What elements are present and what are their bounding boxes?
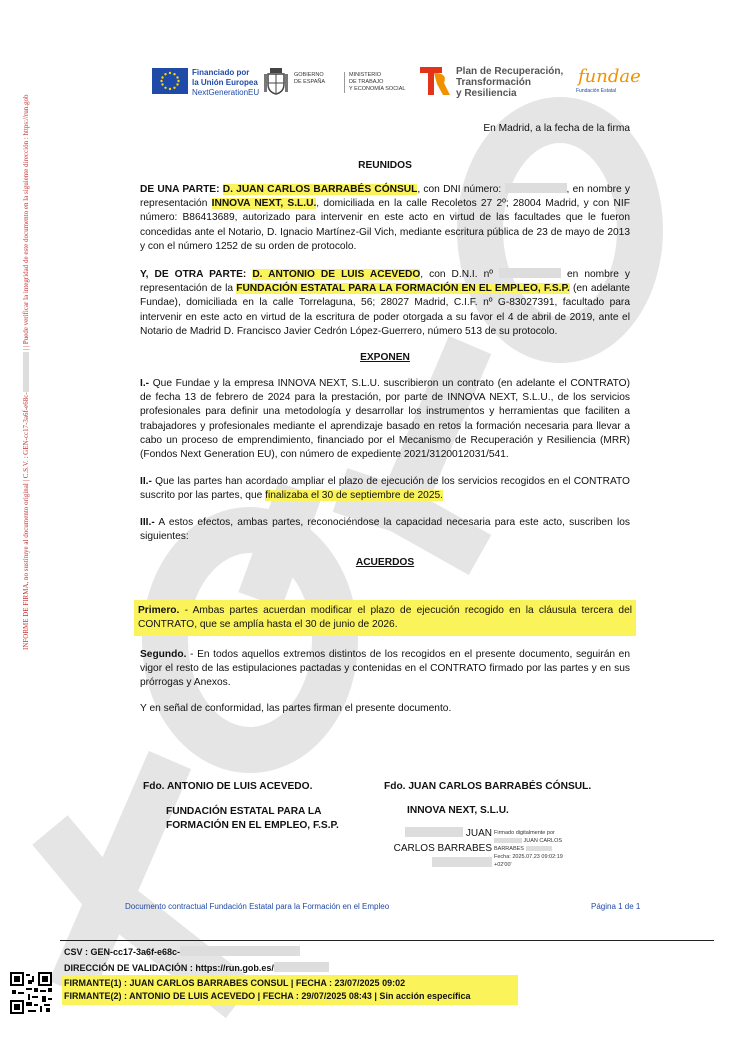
gob-line-2: DE ESPAÑA xyxy=(294,79,326,85)
p1-company: INNOVA NEXT, S.L.U. xyxy=(211,198,317,210)
party-one-paragraph xyxy=(140,183,630,254)
fundae-logo-lettering: fundae xyxy=(578,66,641,87)
eu-funding-text xyxy=(192,68,259,98)
e3-text: A estos efectos, ambas partes, reconociéndose la capacidad necesaria para este acto, suscriben los siguientes: xyxy=(140,517,630,543)
expone-two xyxy=(140,475,630,503)
heading-acuerdos: ACUERDOS xyxy=(355,557,415,568)
signer-2: FIRMANTE(2) : ANTONIO DE LUIS ACEVEDO | FECHA : 29/07/2025 08:43 | Sin acción específica xyxy=(64,991,471,1001)
signer-1: FIRMANTE(1) : JUAN CARLOS BARRABES CONSUL | FECHA : 23/07/2025 09:02 xyxy=(64,978,406,988)
heading-exponen: EXPONEN xyxy=(360,352,410,363)
p1-text-a: , con DNI número: xyxy=(417,184,502,195)
expone-one xyxy=(140,377,630,462)
sig-left-org-1: FUNDACIÓN ESTATAL PARA LA xyxy=(166,806,322,817)
validation-url[interactable]: DIRECCIÓN DE VALIDACIÓN : https://run.gob.es/ xyxy=(64,963,274,973)
gob-line-1: GOBIERNO xyxy=(294,72,324,78)
stamp-d4: Fecha: 2025.07.23 09:02:19 xyxy=(494,854,563,860)
footer-page-number: Página 1 de 1 xyxy=(591,902,641,911)
spain-coat-of-arms-icon xyxy=(264,66,288,96)
stamp-d2: JUAN CARLOS xyxy=(523,838,563,844)
prtr-text xyxy=(456,66,563,99)
e1-text: Que Fundae y la empresa INNOVA NEXT, S.L.U. suscribieron un contrato (en adelante el CONTRATO) de fecha 13 de febrero de 2024 para la prestación, por parte de INNOVA NEXT, S.L.U., de los servicios profesionales para definir una metodología y desarrollar los instrumentos y herramientas que faciliten a trabajadores y profesionales mediante el aprendizaje basado en retos la formación necesaria para llevar a cabo un proceso de emprendimiento, financiado por el Mecanismo de Recuperación y Resiliencia (MRR) (Fondos Next Generation EU), con número de expediente 2021/3120012031/541. xyxy=(140,378,630,461)
redaction xyxy=(432,857,492,867)
redaction xyxy=(499,268,561,278)
eu-line-2: la Unión Europea xyxy=(192,78,258,87)
e3-label: III.- xyxy=(140,517,155,528)
p2-text-b: en nombre y representación de la xyxy=(140,269,630,295)
p2-text-a: , con D.N.I. nº xyxy=(420,269,493,280)
header-logos xyxy=(152,62,641,102)
p2-text-c: (en adelante Fundae), domiciliada en la calle Torrelaguna, 56; 28027 Madrid, C.I.F. nº G-83027391, facultado para intervenir en este acto en virtud de la escritura de poder otorgada a su favor el 4 de abril de 2019, ante el Notario de Madrid D. Francisco Javier Cedrón López-Guerrero, número 513 de su protocolo. xyxy=(140,283,630,337)
stamp-d3: BARRABES xyxy=(494,846,524,852)
place-date: En Madrid, a la fecha de la firma xyxy=(483,123,630,134)
redaction xyxy=(405,827,463,837)
stamp-d5: +02'00' xyxy=(494,862,512,868)
p2-label: Y, DE OTRA PARTE: xyxy=(140,269,247,280)
ministry-text xyxy=(344,72,405,93)
side-text-4: | xyxy=(22,349,30,351)
redaction xyxy=(494,838,522,843)
stamp-d1: Firmado digitalmente por xyxy=(494,830,555,836)
redaction xyxy=(23,352,29,392)
a2-label: Segundo. xyxy=(140,649,187,660)
redaction xyxy=(526,846,552,851)
prtr-logo-icon xyxy=(418,64,452,98)
e1-label: I.- xyxy=(140,378,150,389)
side-text-1: INFORME DE FIRMA, no sustituye al documento original xyxy=(22,483,30,650)
side-verification-text xyxy=(22,60,30,650)
footer-document-title: Documento contractual Fundación Estatal para la Formación en el Empleo xyxy=(125,902,390,911)
sig-left-org xyxy=(166,805,339,833)
digital-signature-details xyxy=(494,829,563,869)
a1-label: Primero. xyxy=(138,605,180,616)
qr-code-icon xyxy=(10,972,52,1014)
acuerdo-one xyxy=(134,600,636,636)
party-two-paragraph xyxy=(140,268,630,339)
min-line-1: MINISTERIO xyxy=(349,72,382,78)
eu-line-1: Financiado por xyxy=(192,68,250,77)
sig-right-org: INNOVA NEXT, S.L.U. xyxy=(407,805,509,816)
redaction xyxy=(505,183,567,193)
e2-label: II.- xyxy=(140,476,152,487)
min-line-3: Y ECONOMÍA SOCIAL xyxy=(349,86,406,92)
p1-text-b: , en nombre y representación xyxy=(140,184,631,210)
fundae-text: Fundación Estatal xyxy=(576,88,617,94)
e2-highlight: finalizaba el 30 de septiembre de 2025. xyxy=(265,490,443,502)
p1-text-c: , domiciliada en la calle Recoletos 27 2º; 28004 Madrid, y con NIF número: B86413689, autorizado para intervenir en este acto en virtud de las facultades que le fueron concedidas ante el Notario, D. Ignacio Martínez-Gil Vich, mediante escritura pública de 23 de mayo de 2013 y con el número 1252 de su orden de protocolo. xyxy=(140,198,630,252)
p1-name: D. JUAN CARLOS BARRABÉS CÓNSUL xyxy=(222,184,418,195)
csv-line xyxy=(64,946,300,957)
p1-label: DE UNA PARTE: xyxy=(140,184,220,195)
sig-left-org-2: FORMACIÓN EN EL EMPLEO, F.S.P. xyxy=(166,820,339,831)
prtr-line-1: Plan de Recuperación, xyxy=(456,66,564,77)
digital-signature-name xyxy=(392,826,492,871)
heading-reunidos: REUNIDOS xyxy=(358,160,412,171)
divider xyxy=(60,940,714,941)
prtr-line-3: y Resiliencia xyxy=(456,88,517,99)
eu-line-3: NextGenerationEU xyxy=(192,88,260,97)
redaction xyxy=(274,962,329,972)
redaction xyxy=(180,946,300,956)
sig-right-name: Fdo. JUAN CARLOS BARRABÉS CÓNSUL. xyxy=(384,781,592,792)
min-line-2: DE TRABAJO xyxy=(349,79,384,85)
csv-code: CSV : GEN-cc17-3a6f-e68c- xyxy=(64,947,181,957)
a1-text: - Ambas partes acuerdan modificar el plazo de ejecución recogido en la cláusula tercera del CONTRATO, que se amplía hasta el 30 de junio de 2026. xyxy=(138,605,632,631)
p2-company: FUNDACIÓN ESTATAL PARA LA FORMACIÓN EN EL EMPLEO, F.S.P. xyxy=(236,283,570,295)
signers-block xyxy=(62,975,518,1005)
closing-text: Y en señal de conformidad, las partes firman el presente documento. xyxy=(140,703,452,714)
watermark-text: OK-OK xyxy=(100,120,104,121)
e2-text: Que las partes han acordado ampliar el plazo de ejecución de los servicios recogidos en el CONTRATO suscrito por las partes, que xyxy=(140,476,630,502)
eu-flag-icon xyxy=(152,68,188,94)
sig-left-name: Fdo. ANTONIO DE LUIS ACEVEDO. xyxy=(143,781,313,792)
stamp-name-1: JUAN xyxy=(465,828,492,839)
p2-name: D. ANTONIO DE LUIS ACEVEDO xyxy=(252,269,421,280)
prtr-line-2: Transformación xyxy=(456,77,532,88)
gobierno-text xyxy=(294,72,325,86)
a2-text: - En todos aquellos extremos distintos de los recogidos en el presente documento, seguirán en vigor el resto de las estipulaciones pactadas y contenidas en el CONTRATO firmado por las partes y en sus prórrogas y Anexos. xyxy=(140,649,630,689)
validation-line xyxy=(64,962,329,973)
stamp-name-2: CARLOS BARRABES xyxy=(393,843,492,854)
side-text-3: | Puede verificar la integridad de este documento en la siguiente dirección : https://run.gob xyxy=(22,94,30,348)
side-text-2: | C.S.V. : GEN-cc17-3a6f-e68c- xyxy=(22,392,30,482)
expone-three xyxy=(140,516,630,544)
acuerdo-two xyxy=(140,648,630,691)
